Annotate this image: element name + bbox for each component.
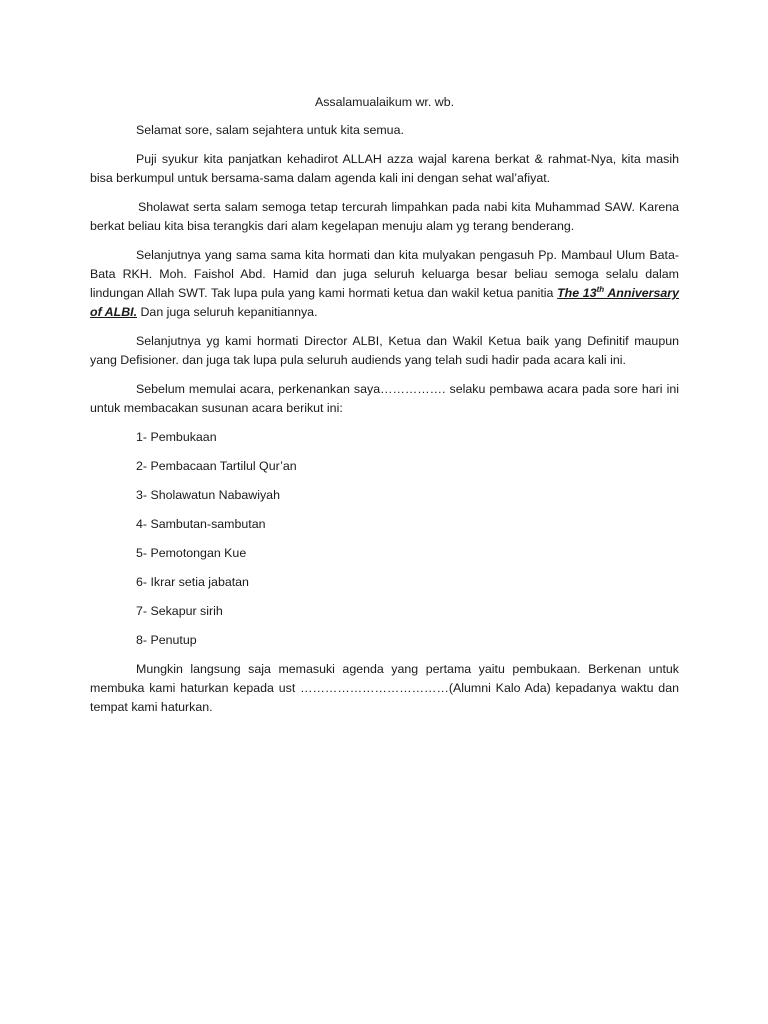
paragraph-hormat xyxy=(90,246,679,322)
agenda-item: 7- Sekapur sirih xyxy=(136,604,223,618)
anniversary-ordinal-suffix: th xyxy=(596,284,605,294)
paragraph-syukur: Puji syukur kita panjatkan kehadirot ALLAH azza wajal karena berkat & rahmat-Nya, kita masih bisa berkumpul untuk bersama-sama dalam agenda kali ini dengan sehat wal’afiyat. xyxy=(90,152,679,185)
paragraph-sholawat: Sholawat serta salam semoga tetap tercurah limpahkan pada nabi kita Muhammad SAW. Karena berkat beliau kita bisa terangkis dari alam kegelapan menuju alam yg terang benderang. xyxy=(90,200,679,233)
agenda-item: 6- Ikrar setia jabatan xyxy=(136,575,249,589)
agenda-item: 3- Sholawatun Nabawiyah xyxy=(136,488,280,502)
paragraph-hormat-text: Selanjutnya yang sama sama kita hormati dan kita mulyakan pengasuh Pp. Mambaul Ulum Bata-Bata RKH. Moh. Faishol Abd. Hamid dan juga seluruh keluarga besar beliau semoga selalu dalam lindungan Allah SWT. Tak lupa pula yang kami hormati ketua dan wakil ketua panitia xyxy=(90,248,679,300)
paragraph-director: Selanjutnya yg kami hormati Director ALBI, Ketua dan Wakil Ketua baik yang Definitif maupun yang Defisioner. dan juga tak lupa pula seluruh audiends yang telah sudi hadir pada acara kali ini. xyxy=(90,334,679,367)
agenda-list xyxy=(90,428,679,649)
anniversary-prefix: The 13 xyxy=(557,286,597,300)
paragraph-sebelum: Sebelum memulai acara, perkenankan saya……………. selaku pembawa acara pada sore hari ini untuk membacakan susunan acara berikut ini: xyxy=(90,382,679,415)
anniversary-suffix: Anniversary of ALBI. xyxy=(90,286,679,319)
paragraph-salam: Selamat sore, salam sejahtera untuk kita semua. xyxy=(136,123,404,137)
paragraph-mungkin: Mungkin langsung saja memasuki agenda yang pertama yaitu pembukaan. Berkenan untuk membuka kami haturkan kepada ust ………………………………(Alumni Kalo Ada) kepadanya waktu dan tempat kami haturkan. xyxy=(90,662,679,714)
agenda-item: 2- Pembacaan Tartilul Qur’an xyxy=(136,459,297,473)
agenda-item: 8- Penutup xyxy=(136,633,197,647)
greeting-line: Assalamualaikum wr. wb. xyxy=(314,95,455,109)
agenda-item: 4- Sambutan-sambutan xyxy=(136,517,266,531)
agenda-item: 5- Pemotongan Kue xyxy=(136,546,247,560)
paragraph-hormat-closing: Dan juga seluruh kepanitiannya. xyxy=(137,305,318,319)
agenda-item: 1- Pembukaan xyxy=(136,430,217,444)
